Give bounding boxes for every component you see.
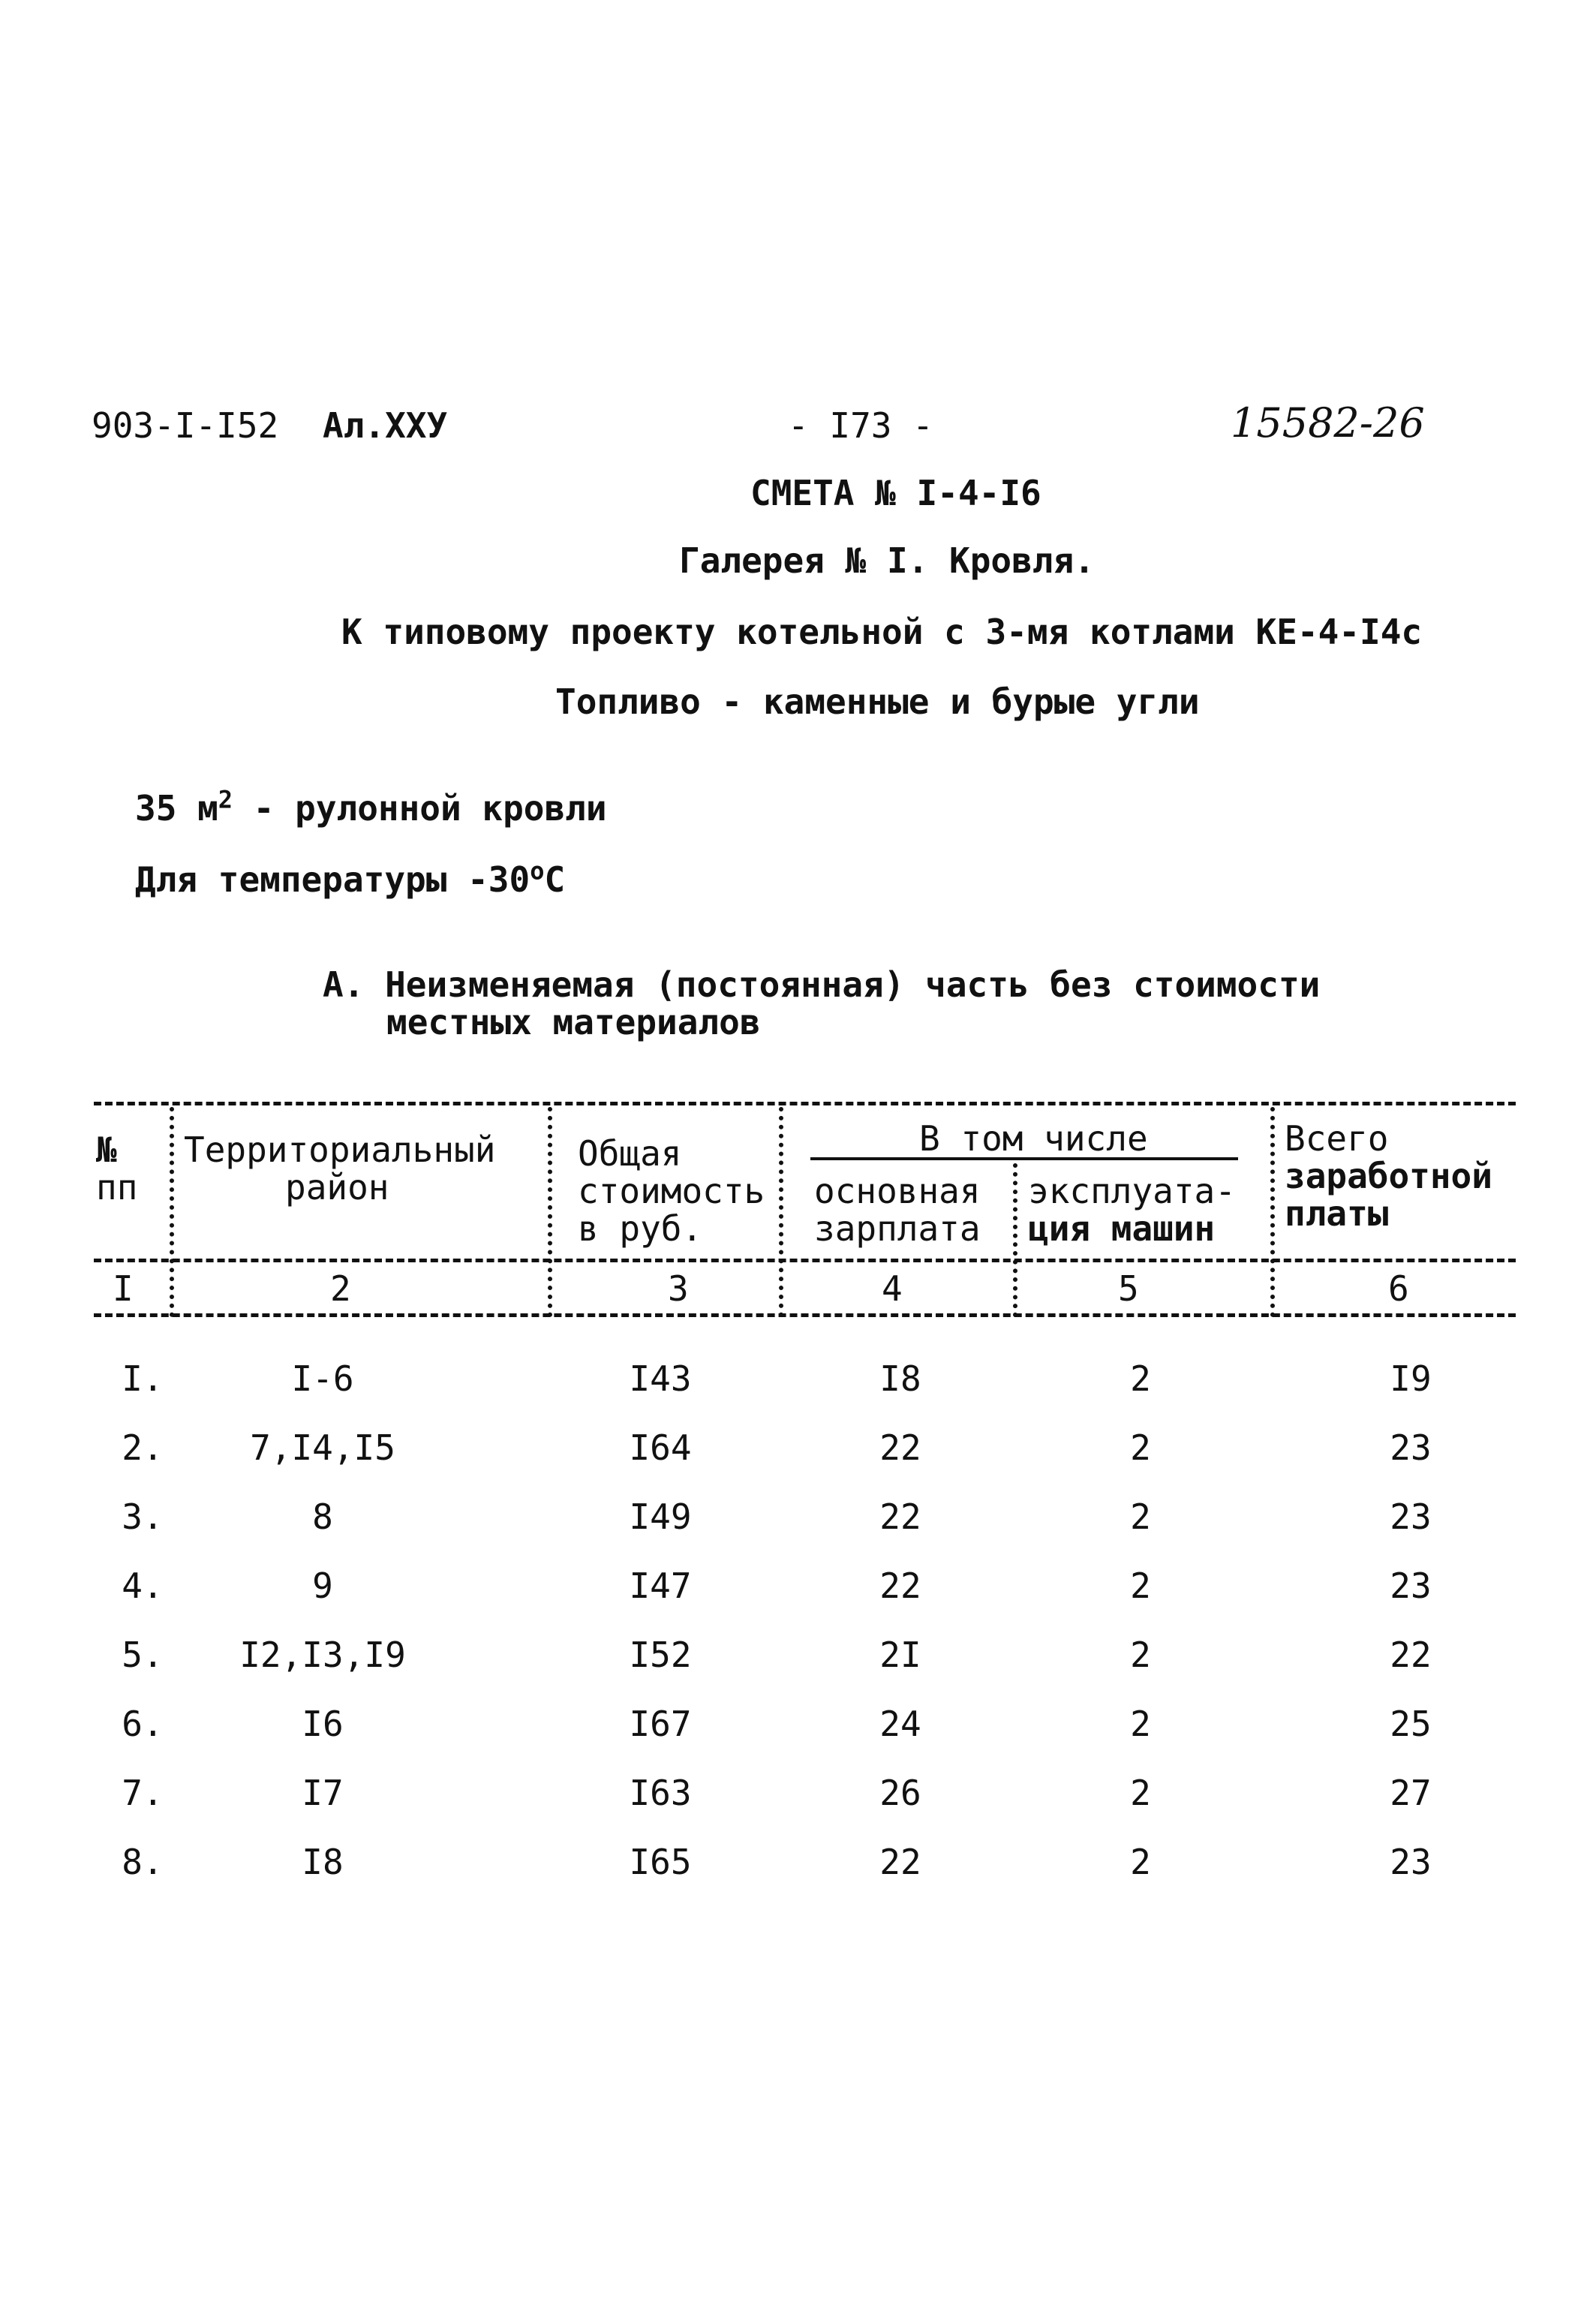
header-cost-line2: стоимость xyxy=(578,1171,765,1211)
header-num-line2: пп xyxy=(96,1167,138,1208)
row-cost: I64 xyxy=(629,1427,692,1468)
table-numbers-separator xyxy=(94,1313,1516,1317)
row-num: 4. xyxy=(122,1566,164,1606)
row-cost: I49 xyxy=(629,1496,692,1537)
row-base-salary: 26 xyxy=(879,1773,921,1813)
row-region: I-6 xyxy=(291,1358,354,1399)
col-sep-4 xyxy=(1013,1163,1017,1317)
col-sep-2 xyxy=(548,1107,552,1317)
header-num-line1: № xyxy=(96,1129,117,1170)
row-machine-salary: 2 xyxy=(1130,1566,1151,1606)
row-cost: I52 xyxy=(629,1635,692,1675)
header-region-line2: район xyxy=(285,1167,389,1208)
row-total-salary: 25 xyxy=(1390,1704,1432,1744)
temperature-unit: С xyxy=(544,859,566,900)
header-base-line2: зарплата xyxy=(814,1208,981,1249)
row-base-salary: 22 xyxy=(879,1427,921,1468)
row-num: I. xyxy=(122,1358,164,1399)
section-heading-line1: А. Неизменяемая (постоянная) часть без стоимости xyxy=(323,964,1321,1005)
fuel-title: Топливо - каменные и бурые угли xyxy=(555,681,1200,722)
row-region: 8 xyxy=(312,1496,333,1537)
header-machine-line2: ция машин xyxy=(1028,1208,1216,1249)
column-number-2: 2 xyxy=(330,1268,351,1309)
row-cost: I67 xyxy=(629,1704,692,1744)
roof-area-desc: - рулонной кровли xyxy=(233,788,607,829)
column-number-5: 5 xyxy=(1118,1268,1139,1309)
temperature-label: Для температуры -30 xyxy=(135,859,530,900)
row-region: I8 xyxy=(302,1842,344,1882)
page-number: - I73 - xyxy=(788,405,933,446)
column-number-6: 6 xyxy=(1388,1268,1409,1309)
col-sep-3 xyxy=(779,1107,783,1317)
row-total-salary: 22 xyxy=(1390,1635,1432,1675)
col-sep-1 xyxy=(170,1107,174,1317)
column-number-1: I xyxy=(113,1268,134,1309)
header-total-line2: заработной xyxy=(1285,1156,1492,1196)
row-total-salary: 23 xyxy=(1390,1842,1432,1882)
row-total-salary: I9 xyxy=(1390,1358,1432,1399)
row-base-salary: 22 xyxy=(879,1566,921,1606)
row-base-salary: I8 xyxy=(879,1358,921,1399)
temperature-line xyxy=(135,856,566,900)
row-machine-salary: 2 xyxy=(1130,1635,1151,1675)
row-num: 3. xyxy=(122,1496,164,1537)
column-number-3: 3 xyxy=(668,1268,689,1309)
row-cost: I63 xyxy=(629,1773,692,1813)
row-cost: I47 xyxy=(629,1566,692,1606)
row-num: 6. xyxy=(122,1704,164,1744)
header-region-line1: Территориальный xyxy=(184,1129,496,1170)
header-including: В том числе xyxy=(919,1118,1148,1159)
row-machine-salary: 2 xyxy=(1130,1773,1151,1813)
row-total-salary: 23 xyxy=(1390,1427,1432,1468)
row-region: 9 xyxy=(312,1566,333,1606)
row-base-salary: 22 xyxy=(879,1842,921,1882)
row-machine-salary: 2 xyxy=(1130,1842,1151,1882)
header-machine-line1: эксплуата- xyxy=(1028,1171,1236,1211)
row-num: 7. xyxy=(122,1773,164,1813)
inventory-number: 15582-26 xyxy=(1231,399,1425,447)
project-title: К типовому проекту котельной с 3-мя котлами КЕ-4-I4с xyxy=(341,612,1423,652)
column-number-4: 4 xyxy=(882,1268,903,1309)
header-cost-line1: Общая xyxy=(578,1133,682,1174)
row-region: I7 xyxy=(302,1773,344,1813)
table-header-separator xyxy=(94,1259,1516,1262)
row-total-salary: 23 xyxy=(1390,1566,1432,1606)
col-sep-5 xyxy=(1270,1107,1275,1317)
row-machine-salary: 2 xyxy=(1130,1358,1151,1399)
row-num: 8. xyxy=(122,1842,164,1882)
row-machine-salary: 2 xyxy=(1130,1496,1151,1537)
row-machine-salary: 2 xyxy=(1130,1427,1151,1468)
estimate-title: СМЕТА № I-4-I6 xyxy=(750,473,1041,513)
temperature-degree: о xyxy=(530,856,545,886)
document-code: 903-I-I52 xyxy=(92,405,279,446)
row-num: 5. xyxy=(122,1635,164,1675)
row-total-salary: 27 xyxy=(1390,1773,1432,1813)
row-base-salary: 22 xyxy=(879,1496,921,1537)
section-heading-line2: местных материалов xyxy=(386,1002,761,1042)
row-machine-salary: 2 xyxy=(1130,1704,1151,1744)
table-top-border xyxy=(94,1102,1516,1105)
row-cost: I43 xyxy=(629,1358,692,1399)
row-base-salary: 24 xyxy=(879,1704,921,1744)
row-region: I6 xyxy=(302,1704,344,1744)
album-number: Ал.XXУ xyxy=(323,405,448,446)
row-total-salary: 23 xyxy=(1390,1496,1432,1537)
row-region: 7,I4,I5 xyxy=(250,1427,395,1468)
roof-area-unit-sup: 2 xyxy=(218,785,233,814)
row-base-salary: 2I xyxy=(879,1635,921,1675)
header-total-line1: Всего xyxy=(1285,1118,1389,1159)
header-total-line3: платы xyxy=(1285,1193,1389,1234)
roof-area xyxy=(135,785,607,829)
header-base-line1: основная xyxy=(814,1171,981,1211)
header-cost-line3: в руб. xyxy=(578,1208,703,1249)
gallery-title: Галерея № I. Кровля. xyxy=(679,540,1095,581)
row-cost: I65 xyxy=(629,1842,692,1882)
row-region: I2,I3,I9 xyxy=(239,1635,406,1675)
roof-area-value: 35 м xyxy=(135,788,218,829)
row-num: 2. xyxy=(122,1427,164,1468)
